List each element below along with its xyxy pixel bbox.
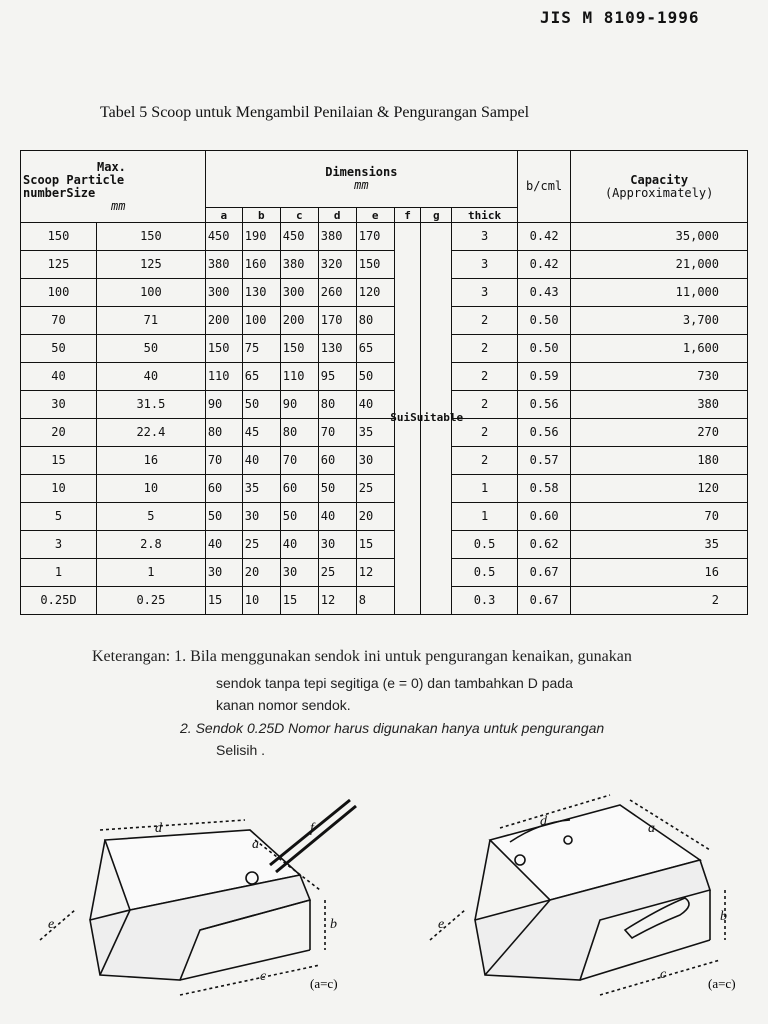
cell-scoop-number: 100 bbox=[21, 279, 97, 307]
dim-d-left bbox=[100, 820, 245, 830]
capacity-header: Capacity (Approximately) bbox=[571, 151, 748, 223]
cell-capacity: 35 bbox=[571, 531, 748, 559]
cell-dim-b: 40 bbox=[242, 447, 280, 475]
label-b-left: b bbox=[330, 917, 337, 932]
cell-scoop-number: 5 bbox=[21, 503, 97, 531]
note-2: 2. Sendok 0.25D Nomor harus digunakan hanya untuk pengurangan bbox=[180, 720, 605, 736]
cell-capacity: 16 bbox=[571, 559, 748, 587]
cell-thick: 2 bbox=[452, 363, 518, 391]
document-code: JIS M 8109-1996 bbox=[540, 8, 700, 27]
cell-dim-a: 50 bbox=[205, 503, 242, 531]
cell-scoop-number: 10 bbox=[21, 475, 97, 503]
cell-scoop-number: 40 bbox=[21, 363, 97, 391]
table-row bbox=[21, 475, 748, 503]
cell-dim-d: 320 bbox=[318, 251, 356, 279]
label-c-left: c bbox=[260, 969, 267, 984]
cell-scoop-number: 3 bbox=[21, 531, 97, 559]
cell-dim-a: 60 bbox=[205, 475, 242, 503]
cell-dim-a: 110 bbox=[205, 363, 242, 391]
label-c-right: c bbox=[660, 967, 667, 982]
table-row bbox=[21, 587, 748, 615]
dimensions-header: Dimensions mm bbox=[205, 151, 517, 208]
cell-dim-d: 170 bbox=[318, 307, 356, 335]
cell-dim-b: 10 bbox=[242, 587, 280, 615]
cell-dim-b: 130 bbox=[242, 279, 280, 307]
cell-dim-e: 25 bbox=[356, 475, 394, 503]
cell-bc: 0.67 bbox=[517, 559, 570, 587]
cell-dim-d: 25 bbox=[318, 559, 356, 587]
cell-thick: 3 bbox=[452, 279, 518, 307]
cell-bc: 0.58 bbox=[517, 475, 570, 503]
cell-max-particle-size: 71 bbox=[96, 307, 205, 335]
cell-thick: 3 bbox=[452, 223, 518, 251]
cell-dim-c: 450 bbox=[280, 223, 318, 251]
cell-dim-b: 160 bbox=[242, 251, 280, 279]
cell-dim-e: 150 bbox=[356, 251, 394, 279]
label-e-right: e bbox=[438, 917, 445, 932]
col-f-header: f bbox=[394, 208, 421, 223]
cell-capacity: 11,000 bbox=[571, 279, 748, 307]
cell-capacity: 70 bbox=[571, 503, 748, 531]
table-row bbox=[21, 223, 748, 251]
cell-scoop-number: 50 bbox=[21, 335, 97, 363]
cell-scoop-number: 70 bbox=[21, 307, 97, 335]
cell-bc: 0.56 bbox=[517, 419, 570, 447]
notes-section bbox=[92, 648, 762, 758]
cell-max-particle-size: 16 bbox=[96, 447, 205, 475]
cell-dim-b: 65 bbox=[242, 363, 280, 391]
cell-max-particle-size: 150 bbox=[96, 223, 205, 251]
cell-max-particle-size: 10 bbox=[96, 475, 205, 503]
label-e-left: e bbox=[48, 917, 55, 932]
label-f-left: f bbox=[310, 821, 314, 836]
cell-capacity: 730 bbox=[571, 363, 748, 391]
cell-dim-d: 130 bbox=[318, 335, 356, 363]
scoop-dimensions-table bbox=[20, 150, 748, 615]
cell-dim-c: 300 bbox=[280, 279, 318, 307]
cell-dim-a: 90 bbox=[205, 391, 242, 419]
cell-thick: 0.5 bbox=[452, 531, 518, 559]
cell-dim-d: 50 bbox=[318, 475, 356, 503]
cell-max-particle-size: 1 bbox=[96, 559, 205, 587]
cell-scoop-number: 0.25D bbox=[21, 587, 97, 615]
cell-dim-e: 8 bbox=[356, 587, 394, 615]
dim-e-right bbox=[430, 910, 465, 940]
table-row bbox=[21, 447, 748, 475]
cell-max-particle-size: 0.25 bbox=[96, 587, 205, 615]
cell-bc: 0.57 bbox=[517, 447, 570, 475]
label-d-right: d bbox=[540, 814, 547, 829]
cell-dim-c: 380 bbox=[280, 251, 318, 279]
cell-thick: 0.3 bbox=[452, 587, 518, 615]
cell-dim-a: 15 bbox=[205, 587, 242, 615]
label-a-right: a bbox=[648, 821, 655, 836]
cell-thick: 2 bbox=[452, 447, 518, 475]
scoop-diagram-left bbox=[40, 800, 356, 995]
cell-bc: 0.56 bbox=[517, 391, 570, 419]
cell-capacity: 1,600 bbox=[571, 335, 748, 363]
col-d-header: d bbox=[318, 208, 356, 223]
cell-dim-c: 70 bbox=[280, 447, 318, 475]
cell-max-particle-size: 125 bbox=[96, 251, 205, 279]
cell-dim-c: 50 bbox=[280, 503, 318, 531]
cell-thick: 1 bbox=[452, 475, 518, 503]
cell-dim-a: 200 bbox=[205, 307, 242, 335]
cell-dim-e: 50 bbox=[356, 363, 394, 391]
col-thick-header: thick bbox=[452, 208, 518, 223]
cell-thick: 2 bbox=[452, 419, 518, 447]
cell-dim-a: 80 bbox=[205, 419, 242, 447]
cell-dim-a: 450 bbox=[205, 223, 242, 251]
scoop-header: Max. Scoop Particle numberSize mm bbox=[21, 151, 206, 223]
cell-dim-a: 30 bbox=[205, 559, 242, 587]
col-e-header: e bbox=[356, 208, 394, 223]
table-row bbox=[21, 363, 748, 391]
col-a-header: a bbox=[205, 208, 242, 223]
cell-capacity: 21,000 bbox=[571, 251, 748, 279]
cell-dim-c: 200 bbox=[280, 307, 318, 335]
cell-dim-d: 380 bbox=[318, 223, 356, 251]
cell-scoop-number: 125 bbox=[21, 251, 97, 279]
table-row bbox=[21, 503, 748, 531]
cell-dim-c: 30 bbox=[280, 559, 318, 587]
cell-capacity: 3,700 bbox=[571, 307, 748, 335]
bc-header: b/cml bbox=[517, 151, 570, 223]
diagram-left-label: (a=c) bbox=[310, 976, 338, 991]
label-b-right: b bbox=[720, 909, 727, 924]
cell-dim-b: 100 bbox=[242, 307, 280, 335]
cell-bc: 0.42 bbox=[517, 251, 570, 279]
dim-e-left bbox=[40, 910, 75, 940]
cell-dim-e: 12 bbox=[356, 559, 394, 587]
cell-bc: 0.62 bbox=[517, 531, 570, 559]
table-row bbox=[21, 531, 748, 559]
cell-dim-b: 20 bbox=[242, 559, 280, 587]
cell-thick: 3 bbox=[452, 251, 518, 279]
col-c-header: c bbox=[280, 208, 318, 223]
cell-dim-e: 30 bbox=[356, 447, 394, 475]
note-1-line-2: sendok tanpa tepi segitiga (e = 0) dan tambahkan D pada bbox=[216, 675, 573, 691]
dim-c-left bbox=[180, 965, 320, 995]
cell-dim-c: 40 bbox=[280, 531, 318, 559]
cell-dim-b: 35 bbox=[242, 475, 280, 503]
cell-dim-a: 40 bbox=[205, 531, 242, 559]
col-g-header: g bbox=[421, 208, 452, 223]
cell-bc: 0.50 bbox=[517, 335, 570, 363]
cell-scoop-number: 15 bbox=[21, 447, 97, 475]
cell-dim-d: 60 bbox=[318, 447, 356, 475]
cell-capacity: 35,000 bbox=[571, 223, 748, 251]
table-row bbox=[21, 307, 748, 335]
cell-dim-a: 380 bbox=[205, 251, 242, 279]
cell-dim-c: 110 bbox=[280, 363, 318, 391]
cell-thick: 2 bbox=[452, 335, 518, 363]
cell-bc: 0.50 bbox=[517, 307, 570, 335]
cell-max-particle-size: 31.5 bbox=[96, 391, 205, 419]
cell-capacity: 120 bbox=[571, 475, 748, 503]
cell-dim-c: 60 bbox=[280, 475, 318, 503]
cell-bc: 0.59 bbox=[517, 363, 570, 391]
cell-dim-d: 80 bbox=[318, 391, 356, 419]
cell-max-particle-size: 5 bbox=[96, 503, 205, 531]
cell-dim-e: 40 bbox=[356, 391, 394, 419]
cell-dim-b: 75 bbox=[242, 335, 280, 363]
cell-thick: 1 bbox=[452, 503, 518, 531]
note-1-line-3: kanan nomor sendok. bbox=[216, 697, 351, 713]
cell-dim-b: 50 bbox=[242, 391, 280, 419]
cell-dim-a: 300 bbox=[205, 279, 242, 307]
cell-bc: 0.67 bbox=[517, 587, 570, 615]
cell-dim-a: 150 bbox=[205, 335, 242, 363]
cell-thick: 2 bbox=[452, 307, 518, 335]
cell-dim-d: 70 bbox=[318, 419, 356, 447]
scoop-diagrams bbox=[20, 790, 760, 1020]
scoop-left-edge bbox=[90, 840, 105, 920]
col-b-header: b bbox=[242, 208, 280, 223]
cell-dim-c: 80 bbox=[280, 419, 318, 447]
cell-dim-e: 80 bbox=[356, 307, 394, 335]
cell-capacity: 380 bbox=[571, 391, 748, 419]
cell-dim-d: 12 bbox=[318, 587, 356, 615]
cell-dim-b: 25 bbox=[242, 531, 280, 559]
cell-dim-e: 170 bbox=[356, 223, 394, 251]
cell-max-particle-size: 50 bbox=[96, 335, 205, 363]
cell-max-particle-size: 100 bbox=[96, 279, 205, 307]
label-d-left: d bbox=[155, 821, 162, 836]
cell-dim-e: 35 bbox=[356, 419, 394, 447]
cell-dim-d: 260 bbox=[318, 279, 356, 307]
cell-dim-b: 45 bbox=[242, 419, 280, 447]
cell-dim-c: 90 bbox=[280, 391, 318, 419]
cell-scoop-number: 150 bbox=[21, 223, 97, 251]
cell-max-particle-size: 40 bbox=[96, 363, 205, 391]
cell-scoop-number: 30 bbox=[21, 391, 97, 419]
scoop-diagram-right bbox=[430, 795, 725, 995]
cell-dim-e: 65 bbox=[356, 335, 394, 363]
cell-bc: 0.43 bbox=[517, 279, 570, 307]
cell-dim-d: 30 bbox=[318, 531, 356, 559]
cell-dim-b: 190 bbox=[242, 223, 280, 251]
cell-dim-b: 30 bbox=[242, 503, 280, 531]
diagram-right-label: (a=c) bbox=[708, 976, 736, 991]
cell-dim-e: 120 bbox=[356, 279, 394, 307]
cell-thick: 0.5 bbox=[452, 559, 518, 587]
cell-dim-e: 15 bbox=[356, 531, 394, 559]
table-row bbox=[21, 419, 748, 447]
suitable-label: SuiSuitable bbox=[390, 410, 464, 424]
cell-bc: 0.42 bbox=[517, 223, 570, 251]
table-row bbox=[21, 559, 748, 587]
label-a-left: a bbox=[252, 837, 259, 852]
cell-dim-c: 15 bbox=[280, 587, 318, 615]
note-2-line-2: Selisih . bbox=[216, 742, 266, 758]
cell-dim-d: 95 bbox=[318, 363, 356, 391]
cell-capacity: 270 bbox=[571, 419, 748, 447]
cell-dim-a: 70 bbox=[205, 447, 242, 475]
cell-capacity: 2 bbox=[571, 587, 748, 615]
table-row bbox=[21, 391, 748, 419]
cell-max-particle-size: 22.4 bbox=[96, 419, 205, 447]
cell-dim-c: 150 bbox=[280, 335, 318, 363]
table-row bbox=[21, 279, 748, 307]
cell-capacity: 180 bbox=[571, 447, 748, 475]
note-1: Keterangan: 1. Bila menggunakan sendok ini untuk pengurangan kenaikan, gunakan bbox=[92, 648, 632, 665]
cell-dim-d: 40 bbox=[318, 503, 356, 531]
cell-scoop-number: 1 bbox=[21, 559, 97, 587]
cell-dim-e: 20 bbox=[356, 503, 394, 531]
cell-scoop-number: 20 bbox=[21, 419, 97, 447]
table-row bbox=[21, 335, 748, 363]
cell-max-particle-size: 2.8 bbox=[96, 531, 205, 559]
table-row bbox=[21, 251, 748, 279]
cell-thick: 2 bbox=[452, 391, 518, 419]
cell-bc: 0.60 bbox=[517, 503, 570, 531]
table-title: Tabel 5 Scoop untuk Mengambil Penilaian & Pengurangan Sampel bbox=[100, 104, 530, 121]
